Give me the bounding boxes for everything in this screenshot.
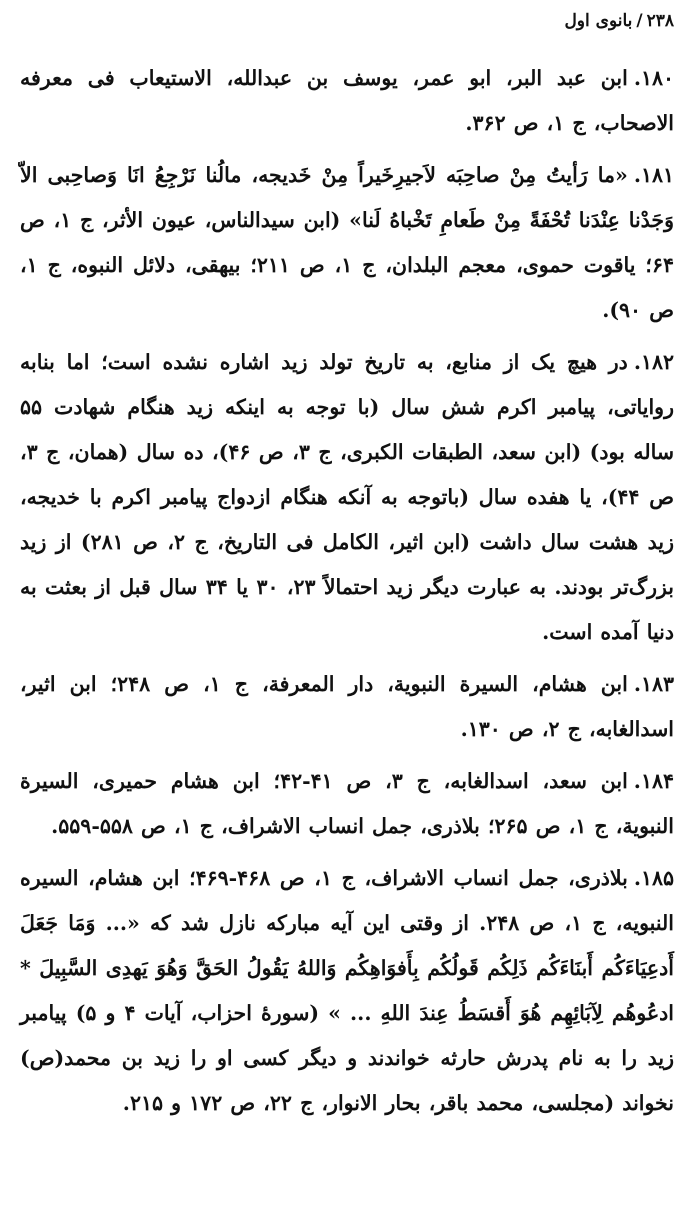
note-text: در هیچ یک از منابع، به تاریخ تولد زید اشاره نشده است؛ اما بنابه روایاتی، پیامبر اکرم شش سال (با توجه به اینکه زید هنگام شهادت ۵۵ ساله بود) (ابن سعد، الطبقات الکبری، ج ۳، ص ۴۶)، ده سال (همان، ج ۳، ص ۴۴)، یا هفده سال (باتوجه به آنکه هنگام ازدواج پیامبر اکرم با خدیجه، زید هشت سال داشت (ابن اثیر، الکامل فی التاریخ، ج ۲، ص ۲۸۱) از زید بزرگ‌تر بودند. به عبارت دیگر زید احتمالاً ۲۳، ۳۰ یا ۳۴ سال قبل از بعثت به دنیا آمده است. (20, 350, 674, 644)
note-number: ۱۸۰. (633, 66, 674, 90)
note-number: ۱۸۵. (633, 866, 674, 890)
note-number: ۱۸۱. (633, 163, 674, 187)
endnote-183 (20, 662, 674, 752)
endnote-185 (20, 856, 674, 1126)
note-text: بلاذری، جمل انساب الاشراف، ج ۱، ص ۴۶۸-۴۶۹؛ ابن هشام، السیره النبویه، ج ۱، ص ۲۴۸. از وقتی این آیه مبارکه نازل شد که «... وَمَا جَعَلَ أَدعِیَاءَکُم أَبنَاءَکُم ذَلِکُم قَولُکُم بِأَفوَاهِکُم وَاللهُ یَقُولُ الحَقَّ وَهُوَ یَهدِی السَّبِیلَ * ادعُوهُم لِآبَائِهِم هُوَ أَقسَطُ عِندَ اللهِ ... » (سورهٔ احزاب، آیات ۴ و ۵) پیامبر زید را به نام پدرش حارثه خواندند و دیگر کسی او را زید بن محمد(ص) نخواند (مجلسی، محمد باقر، بحار الانوار، ج ۲۲، ص ۱۷۲ و ۲۱۵. (20, 866, 675, 1115)
page-number: ۲۳۸ (646, 11, 674, 31)
note-text: ابن هشام، السیرة النبویة، دار المعرفة، ج ۱، ص ۲۴۸؛ ابن اثیر، اسدالغابه، ج ۲، ص ۱۳۰. (20, 672, 674, 741)
endnote-182 (20, 340, 674, 655)
note-text: ابن عبد البر، ابو عمر، یوسف بن عبدالله، الاستیعاب فی معرفه الاصحاب، ج ۱، ص ۳۶۲. (20, 66, 674, 135)
endnote-184 (20, 759, 674, 849)
header-separator: / (636, 11, 643, 31)
note-number: ۱۸۳. (633, 672, 674, 696)
running-title: بانوی اول (564, 11, 633, 31)
endnotes (20, 56, 674, 1126)
note-number: ۱۸۲. (633, 350, 674, 374)
endnote-181 (20, 153, 674, 333)
note-text: «ما رَأیتُ مِنْ صاحِبَه لاَجیرِخَیراً مِنْ خَدیجه، مالُنا نَرْجِعُ انَا وَصاحِبی الاّ وَجَدْنا عِنْدَنا تُحْفَةً مِنْ طَعامِ تَخْباهُ لَنا» (ابن سیدالناس، عیون الأثر، ج ۱، ص ۶۴؛ یاقوت حموی، معجم البلدان، ج ۱، ص ۲۱۱؛ بیهقی، دلائل النبوه، ج ۱، ص ۹۰). (20, 163, 674, 322)
running-header (20, 8, 674, 34)
note-text: ابن سعد، اسدالغابه، ج ۳، ص ۴۱-۴۲؛ ابن هشام حمیری، السیرة النبویة، ج ۱، ص ۲۶۵؛ بلاذری، جمل انساب الاشراف، ج ۱، ص ۵۵۸-۵۵۹. (20, 769, 674, 838)
endnote-180 (20, 56, 674, 146)
note-number: ۱۸۴. (633, 769, 674, 793)
